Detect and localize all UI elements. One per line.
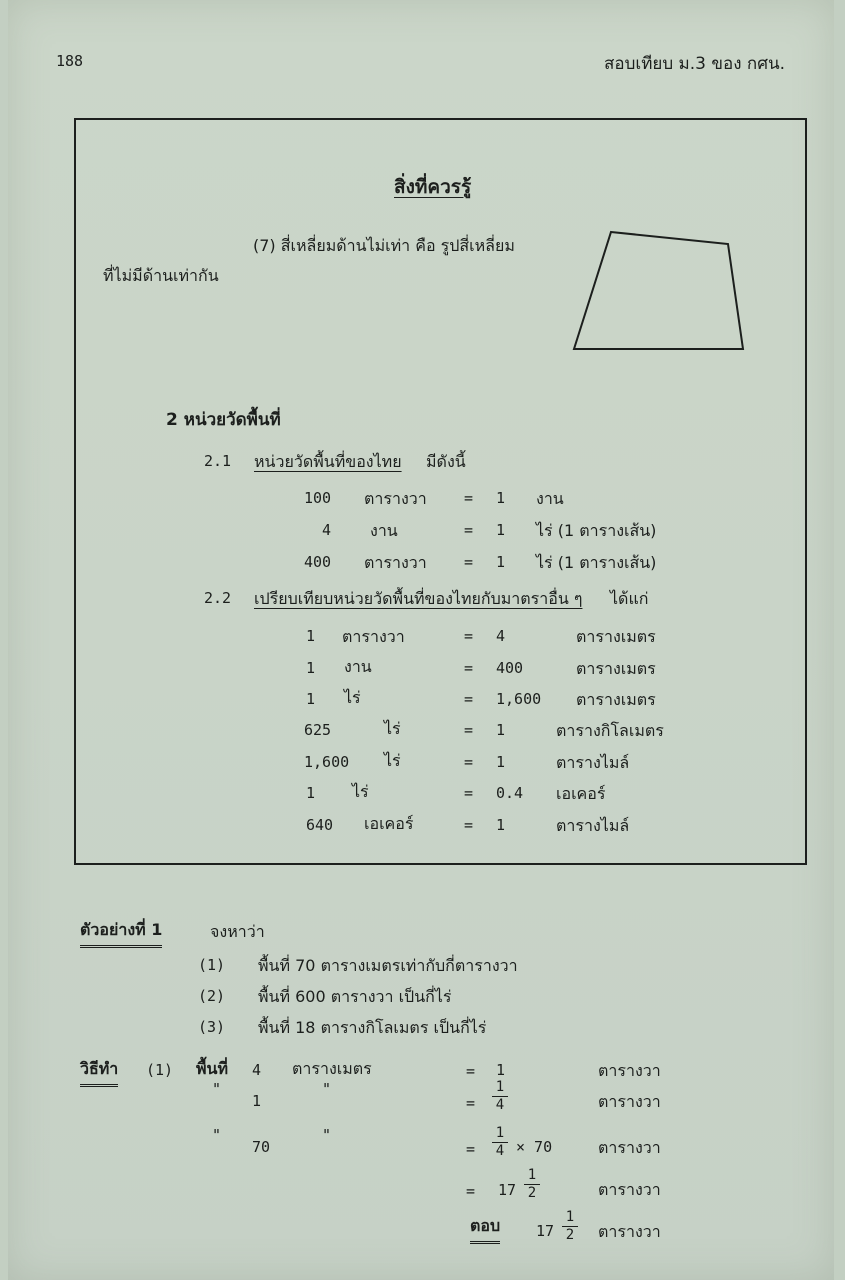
s22-suffix: ได้แก่ [610,589,649,608]
book-page [8,0,834,1280]
unit-cell: ตารางเมตร [576,627,656,646]
value-cell: 1,600 [496,690,542,708]
running-title: สอบเทียบ ม.3 ของ กศน. [604,54,786,74]
denominator: 2 [565,1227,575,1243]
numerator: 1 [495,1125,505,1141]
unit-cell: ไร่ (1 ตารางเส้น) [536,553,657,572]
unit-cell: ตารางวา [598,1092,661,1111]
value-cell: 400 [304,553,332,571]
unit-cell: ไร่ [384,719,401,738]
equals-sign: = [466,1094,476,1112]
example-item-number: (2) [198,987,226,1005]
value-cell: 640 [306,816,334,834]
value-cell: 625 [304,721,332,739]
trapezium-figure [568,225,758,355]
whole-number: 17 [536,1222,555,1240]
unit-cell: ตารางไมล์ [556,753,630,772]
item7-text-line1: (7) สี่เหลี่ยมด้านไม่เท่า คือ รูปสี่เหลี่ยม [253,236,515,255]
unit-cell: ตารางไมล์ [556,816,630,835]
ditto-mark: " [322,1080,332,1098]
value-cell: 1,600 [304,753,350,771]
unit-cell: ตารางวา [364,489,427,508]
value-cell: 400 [496,659,524,677]
unit-cell: ตารางวา [598,1222,661,1241]
item7-text-line2: ที่ไม่มีด้านเท่ากัน [103,266,219,285]
value-cell: 1 [252,1092,262,1110]
example-prompt: จงหาว่า [210,922,265,941]
value-cell: 1 [496,1061,506,1079]
value-cell: 70 [252,1138,271,1156]
equals-sign: = [464,753,474,771]
value-cell: 100 [304,489,332,507]
value-cell: 1 [496,721,506,739]
denominator: 2 [527,1185,537,1201]
page-number: 188 [56,52,84,70]
value-cell: 1 [496,753,506,771]
equals-sign: = [466,1062,476,1080]
unit-cell: ตารางวา [598,1180,661,1199]
unit-cell: ไร่ (1 ตารางเส้น) [536,521,657,540]
equals-sign: = [464,627,474,645]
equals-sign: = [466,1140,476,1158]
unit-cell: งาน [370,521,398,540]
unit-cell: ตารางวา [364,553,427,572]
unit-cell: เอเคอร์ [556,784,606,803]
denominator: 4 [495,1097,505,1113]
equals-sign: = [464,816,474,834]
unit-cell: ไร่ [352,782,369,801]
equals-sign: = [464,690,474,708]
value-cell: 1 [306,690,316,708]
box-title: สิ่งที่ควรรู้ [394,176,472,198]
equals-sign: = [464,553,474,571]
s21-suffix: มีดังนี้ [426,452,466,471]
unit-cell: ตารางวา [598,1138,661,1157]
unit-cell: ตารางวา [598,1061,661,1080]
value-cell: 1 [496,553,506,571]
denominator: 4 [495,1143,505,1159]
example-label: ตัวอย่างที่ 1 [80,918,162,948]
value-cell: 1 [496,489,506,507]
solution-number: (1) [146,1061,174,1079]
equals-sign: = [464,521,474,539]
ditto-mark: " [212,1080,222,1098]
example-item-text: พื้นที่ 600 ตารางวา เป็นกี่ไร่ [258,987,452,1006]
example-item-text: พื้นที่ 70 ตารางเมตรเท่ากับกี่ตารางวา [258,956,518,975]
unit-cell: ตารางกิโลเมตร [556,721,664,740]
unit-cell: ตารางเมตร [576,690,656,709]
fraction-one-half [524,1168,540,1201]
example-item-number: (3) [198,1018,226,1036]
value-cell: 1 [306,784,316,802]
equals-sign: = [464,784,474,802]
solution-label: วิธีทำ [80,1057,118,1087]
value-cell: 1 [306,659,316,677]
unit-cell: ไร่ [344,688,361,707]
times-seventy: × 70 [516,1138,553,1156]
numerator: 1 [565,1209,575,1225]
s22-title: เปรียบเทียบหน่วยวัดพื้นที่ของไทยกับมาตราอื่น ๆ [254,589,583,608]
example-item-number: (1) [198,956,226,974]
numerator: 1 [495,1079,505,1095]
unit-cell: เอเคอร์ [364,814,414,833]
section2-heading: 2 หน่วยวัดพื้นที่ [166,410,281,430]
value-cell: 1 [496,816,506,834]
ditto-mark: " [212,1126,222,1144]
value-cell: 4 [252,1061,262,1079]
ditto-mark: " [322,1126,332,1144]
value-cell: 0.4 [496,784,524,802]
unit-cell: งาน [344,657,372,676]
area-word: พื้นที่ [196,1059,229,1078]
example-item-text: พื้นที่ 18 ตารางกิโลเมตร เป็นกี่ไร่ [258,1018,487,1037]
value-cell: 1 [306,627,316,645]
equals-sign: = [466,1182,476,1200]
unit-cell: ไร่ [384,751,401,770]
value-cell: 4 [496,627,506,645]
fraction-one-quarter [492,1080,508,1113]
fraction-one-quarter [492,1126,508,1159]
s21-number: 2.1 [204,452,232,470]
s21-title: หน่วยวัดพื้นที่ของไทย [254,452,402,471]
value-cell: 4 [322,521,332,539]
unit-cell: งาน [536,489,564,508]
unit-cell: ตารางเมตร [576,659,656,678]
equals-sign: = [464,489,474,507]
fraction-one-half [562,1210,578,1243]
unit-cell: ตารางวา [342,627,405,646]
irregular-quadrilateral-shape [574,232,743,349]
value-cell: 1 [496,521,506,539]
numerator: 1 [527,1167,537,1183]
equals-sign: = [464,659,474,677]
equals-sign: = [464,721,474,739]
whole-number: 17 [498,1181,517,1199]
s22-number: 2.2 [204,589,232,607]
answer-label: ตอบ [470,1214,500,1244]
unit-cell: ตารางเมตร [292,1059,372,1078]
